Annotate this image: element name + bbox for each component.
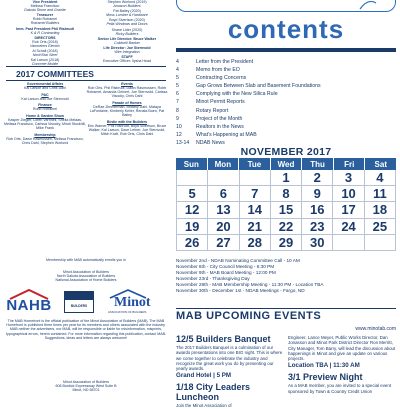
committee-name: Events — [121, 82, 133, 86]
officer-company: Coldwell Banker — [114, 40, 140, 45]
nd-logo-text: BUILDERS — [70, 304, 88, 308]
event-title: 1/18 City Leaders Luncheon — [176, 382, 251, 403]
officer-name: Kal Larson (2018) — [30, 58, 60, 63]
toc-page-number: 4 — [176, 59, 179, 65]
calendar-week — [176, 170, 396, 186]
calendar-day-cell[interactable] — [240, 170, 271, 186]
committee-name: Home & Garden Show — [26, 113, 64, 118]
toc-title: Gap Grows Between Slab and Basement Foundations — [196, 83, 321, 90]
calendar-day-cell[interactable]: 7 — [240, 186, 271, 202]
website-link[interactable]: www.minotab.com — [355, 326, 396, 332]
officer-name: Executive Officer: Ilysha Head — [102, 59, 152, 64]
officer-company: Vanmeters Electric — [29, 43, 61, 48]
officer-entry — [4, 13, 86, 25]
officer-company: NorthStar Steel — [32, 53, 58, 58]
committees-column-2 — [86, 82, 168, 138]
committee-name: Finance — [38, 103, 52, 108]
affiliation: National Association of Home Builders — [55, 278, 117, 283]
officer-entry — [86, 0, 168, 8]
calendar-week — [176, 235, 396, 251]
officer-company: Rotramel Builders — [30, 21, 60, 26]
calendar-day-cell[interactable]: 1 — [271, 170, 302, 186]
officer-entry — [86, 28, 168, 36]
officer-name: Shane Lider (2020) — [111, 27, 143, 32]
toc-item[interactable] — [174, 131, 394, 139]
officer-name: Al Schall (2018) — [32, 49, 58, 54]
event-line: November 2nd - NDAB Nominating Committee Call - 10 AM — [176, 258, 300, 263]
officer-entry — [4, 0, 86, 12]
upcoming-events-right — [288, 334, 396, 394]
nahb-logo-text: NAHB — [6, 297, 52, 314]
day-label: Tue — [239, 158, 271, 170]
day-label: Sun — [176, 158, 208, 170]
day-label: Fri — [334, 158, 366, 170]
officer-name: Robb Rotramel — [32, 17, 58, 22]
officer-name: Stephen Worlund (2019) — [107, 0, 147, 4]
event-line: November 6th - City Council Meeting - 6:30 PM — [176, 263, 275, 269]
toc-title: Memo from the EO — [196, 67, 240, 74]
committee-block — [86, 101, 168, 117]
officer-entry — [4, 27, 86, 35]
committee-members: Kal Larson and Joe Sternvold — [21, 96, 69, 101]
day-label: Wed — [271, 158, 303, 170]
toc-page-number: 9 — [176, 115, 179, 122]
officer-entry — [86, 55, 168, 63]
event-description: As a MAB member, you are invited to a special event sponsored by Town & Country Credit Union — [288, 383, 391, 394]
toc-item[interactable] — [174, 74, 394, 82]
mailing-address — [4, 380, 168, 393]
contents-divider — [176, 48, 396, 52]
committee-members: Rob Orts, Dawn Rasmussen, Melissa Francisco, Chris Dahl, Stephen Worlund — [6, 136, 84, 145]
officer-company: Concrete Mobile — [31, 62, 59, 67]
officer-company: Dakota Stone and Granite — [24, 8, 66, 13]
committee-members: Robb Rotramel — [32, 107, 58, 112]
calendar-day-cell[interactable] — [208, 170, 239, 186]
officer-company: Pella Windows and Doors — [106, 22, 148, 27]
toc-title: Letter from the President — [196, 59, 254, 65]
right-column — [170, 0, 400, 409]
calendar-day-cell[interactable]: 17 — [333, 202, 364, 218]
committee-block — [86, 120, 168, 136]
toc-title: Complying with the New Silica Rule — [196, 91, 278, 98]
officer-name: Melissa Francisco — [30, 4, 60, 9]
calendar-day-cell[interactable]: 2 — [302, 170, 333, 186]
officer-role: Life Director: Joe Sternvold — [103, 45, 151, 50]
calendar-day-cell[interactable]: 3 — [333, 170, 364, 186]
calendar-day-cell[interactable]: 8 — [271, 186, 302, 202]
toc-page-number: 8 — [176, 107, 179, 114]
toc-item[interactable] — [174, 115, 394, 123]
header-banner — [176, 0, 396, 12]
officer-name: Pat Bailey (2020) — [113, 9, 141, 14]
toc-page-number: 6 — [176, 91, 179, 98]
officers-column-2 — [86, 0, 168, 64]
calendar-day-cell[interactable]: 25 — [365, 219, 396, 235]
calendar-week — [176, 186, 396, 202]
officer-role: Treasurer — [36, 13, 54, 18]
committees-heading: 2017 COMMITTEES — [6, 66, 166, 81]
nd-logo-band — [65, 292, 93, 300]
upcoming-events-heading: MAB UPCOMING EVENTS — [176, 310, 322, 322]
toc-item[interactable] — [174, 66, 394, 74]
event-description: Engineer, Lance Meyer, Public Works Director, Dan Jonasson and Minot Park District Director Ron Merritt, City Manager, Tom Barry, will lead the discussion about happenings in Minot and give an update on various projects. — [288, 335, 396, 362]
publication-disclaimer: The MAB Homefront is the official publication of the Minot Association of Builders (MAB). The MAB Homefront is published three times per year for its members and others associated with the industry. MAB neither the advertisers, nor MAB, will be responsible or liable for misinformation, misprints, typographical errors, herein contained. For more information regarding this publication, contact MAB. Suggestions, ideas and letters are always welcome! — [5, 319, 166, 340]
officer-name: Rob Orts (2018) — [32, 39, 58, 44]
calendar-day-cell[interactable]: 15 — [271, 202, 302, 218]
officer-role: DIRECTORS — [34, 35, 56, 40]
minot-logo — [104, 289, 166, 315]
toc-item[interactable] — [174, 98, 394, 106]
officer-entry — [86, 46, 168, 54]
toc-page-number: 4 — [176, 67, 179, 74]
calendar-day-cell[interactable] — [365, 235, 396, 251]
affiliation: North Dakota Association of Builders — [56, 274, 116, 279]
calendar-day-cell[interactable]: 19 — [177, 219, 208, 235]
event-location: Location TBA | 11:30 AM — [288, 362, 360, 370]
affiliations — [4, 270, 168, 283]
calendar-day-cell[interactable]: 20 — [208, 219, 239, 235]
event-location: Grand Hotel | 5 PM — [176, 372, 232, 380]
toc-title: Project of the Month — [196, 115, 243, 122]
upcoming-events-left — [176, 334, 284, 409]
calendar-day-cell[interactable]: 10 — [333, 186, 364, 202]
event-line: November 23rd - Thanksgiving Day — [176, 275, 250, 281]
committee-name: Birdie with the Builders — [106, 119, 148, 124]
toc-title: Realtors in the News — [196, 123, 244, 130]
toc-item[interactable] — [174, 123, 394, 131]
toc-page-number: 5 — [176, 75, 179, 82]
address-line: Minot, ND 58701 — [72, 388, 100, 393]
toc-title: Rotary Report — [196, 107, 229, 114]
calendar-day-cell[interactable]: 11 — [365, 186, 396, 202]
officer-role: Imm. Past President Phil Risbrudt — [16, 26, 74, 31]
calendar-day-cell[interactable]: 24 — [333, 219, 364, 235]
minot-logo-text: Minot — [114, 295, 151, 310]
committee-block — [4, 103, 86, 111]
committee-block — [86, 82, 168, 98]
calendar-day-cell[interactable]: 27 — [208, 235, 239, 251]
day-label: Sat — [374, 159, 387, 169]
toc-page-number: 12 — [176, 131, 182, 138]
table-of-contents — [174, 58, 394, 147]
calendar-day-cell[interactable]: 26 — [177, 235, 208, 251]
officer-entry — [86, 18, 168, 26]
committee-name: Governmental Affairs — [26, 82, 64, 86]
event-description: The 2017 Builders Banquet is a culmination of our awards presentations into one BIG night. This is where we come together to celebrate the industry and recognize the great work you do by presenting our yearly awards. — [176, 345, 283, 372]
calendar-day-cell[interactable]: 14 — [240, 202, 271, 218]
officer-entry — [4, 36, 86, 48]
officers-column-1 — [4, 0, 86, 67]
event-line: November 30th - December 1st - NDAB Meetings - Fargo, ND — [176, 287, 305, 293]
officers-section — [0, 0, 170, 67]
calendar-day-cell[interactable]: 9 — [302, 186, 333, 202]
event-line: November 9th - MAB Board Meeting - 12:00 PM — [176, 269, 276, 275]
calendar-day-cell[interactable] — [177, 170, 208, 186]
events-divider — [176, 308, 396, 309]
committee-block — [4, 82, 86, 90]
contents-heading: contents — [227, 14, 345, 44]
committees-column-1 — [4, 82, 86, 147]
calendar-day-cell[interactable]: 28 — [240, 235, 271, 251]
toc-item[interactable] — [174, 90, 394, 98]
calendar-day-cell[interactable] — [333, 235, 364, 251]
officer-name: Boyd Sivertson (2020) — [109, 18, 145, 23]
officer-role: STAFF — [121, 55, 133, 60]
calendar-day-cell[interactable]: 30 — [302, 235, 333, 251]
toc-page-number: 5 — [176, 83, 179, 90]
officer-company: Amazon Builders — [113, 4, 141, 9]
officer-entry — [86, 37, 168, 45]
address-line: Minot Association of Builders — [63, 380, 109, 384]
calendar-day-cell[interactable]: 13 — [208, 202, 239, 218]
calendar-day-cell[interactable]: 29 — [271, 235, 302, 251]
swoosh-icon — [359, 0, 377, 10]
event-description: Join the Minot Association of — [176, 403, 232, 409]
calendar-day-cell[interactable]: 16 — [302, 202, 333, 218]
address-line: 608 Burdick Expressway West Suite B — [55, 384, 117, 389]
committee-block — [4, 114, 86, 130]
officer-entry — [4, 49, 86, 57]
officer-company: Wire Integration — [114, 50, 140, 55]
calendar-title: NOVEMBER 2017 — [240, 146, 332, 158]
committee-members: DeRae Zimmerman, Brittany Dahl, Mataya LaFontaine, Kimberly Keller, Renata Buen, Pat Bailey — [89, 104, 165, 118]
toc-item[interactable] — [174, 82, 394, 90]
calendar-day-cell[interactable]: 5 — [177, 186, 208, 202]
committee-block — [4, 93, 86, 101]
minot-logo-subtext: ASSOCIATION OF BUILDERS — [108, 310, 147, 314]
left-column — [0, 0, 170, 400]
officer-entry — [86, 9, 168, 17]
nahb-logo — [4, 289, 54, 315]
toc-page-number: 7 — [176, 99, 179, 106]
toc-title: Contracting Concerns — [196, 75, 247, 82]
calendar-day-cell[interactable]: 12 — [177, 202, 208, 218]
calendar-day-cell[interactable]: 18 — [365, 202, 396, 218]
committee-members: Kal Larson and Chris Dahl — [24, 86, 66, 91]
committee-members: Rob Orts, Phil Risbrudt, Dawn Rasmussen, Robb Rotramel, Amanda Geinert, Joe Sternvold, Carissa Visocky, Chris Dahl — [86, 86, 168, 99]
committee-name: PAC — [41, 92, 49, 97]
committee-members: Eric Warner, Phil Risbrudt, Boyd Sivertson, Bruce Walker, Kal Larson, Dave Lehrer, Joe Sternvold, Mitch Kraft, Rob Orts, Chris Dahl — [87, 123, 167, 136]
toc-page-number: 10 — [176, 123, 182, 130]
committee-members: Kasper Ziegler, Loren Varnnell, Sheila Melaas, Melissa Francisco, Carissa Visocky, Mindi Stockhill, Mike Frank — [4, 117, 86, 131]
toc-title: NDAB News — [196, 139, 225, 146]
officer-role: Vice President — [32, 0, 58, 4]
event-line: November 28th - MAB Membership Meeting - 11:30 PM - Location TBA — [176, 281, 324, 287]
calendar-day-cell[interactable]: 4 — [365, 170, 396, 186]
calendar-day-cell[interactable]: 6 — [208, 186, 239, 202]
calendar-day-cell[interactable]: 23 — [302, 219, 333, 235]
nd-builders-logo — [64, 291, 94, 313]
toc-title: What's Happening at MAB — [196, 131, 257, 138]
officer-company: K & R Contracting — [30, 30, 60, 35]
officer-company: Moss Lumber & Hardware — [106, 13, 148, 18]
logo-strip — [4, 289, 168, 315]
calendar-week — [176, 219, 396, 235]
toc-item[interactable] — [174, 58, 394, 66]
calendar-day-header — [176, 158, 396, 170]
calendar-day-cell[interactable]: 22 — [271, 219, 302, 235]
committee-block — [4, 133, 86, 145]
calendar-day-cell[interactable]: 21 — [240, 219, 271, 235]
committee-name: Membership — [34, 132, 56, 137]
toc-item[interactable] — [174, 107, 394, 115]
day-label: Mon — [208, 158, 240, 170]
officer-company: Ricky Builders — [115, 31, 139, 36]
day-label: Thu — [302, 158, 334, 170]
toc-page-number: 13-14 — [176, 139, 190, 146]
committee-name: Parade of Homes — [112, 100, 142, 105]
calendar-events-list — [176, 258, 396, 293]
toc-title: Minot Permit Reports — [196, 99, 245, 106]
affiliation: Minot Association of Builders — [63, 270, 109, 274]
officer-role: Senior Life Director: Bruce Walker — [97, 36, 157, 41]
event-title: 12/5 Builders Banquet — [176, 334, 271, 344]
membership-note: Membership with MAB automatically enrolls you in — [45, 258, 127, 262]
event-title: 3/1 Preview Night — [288, 372, 363, 383]
calendar-grid — [176, 158, 396, 251]
calendar-week — [176, 202, 396, 218]
